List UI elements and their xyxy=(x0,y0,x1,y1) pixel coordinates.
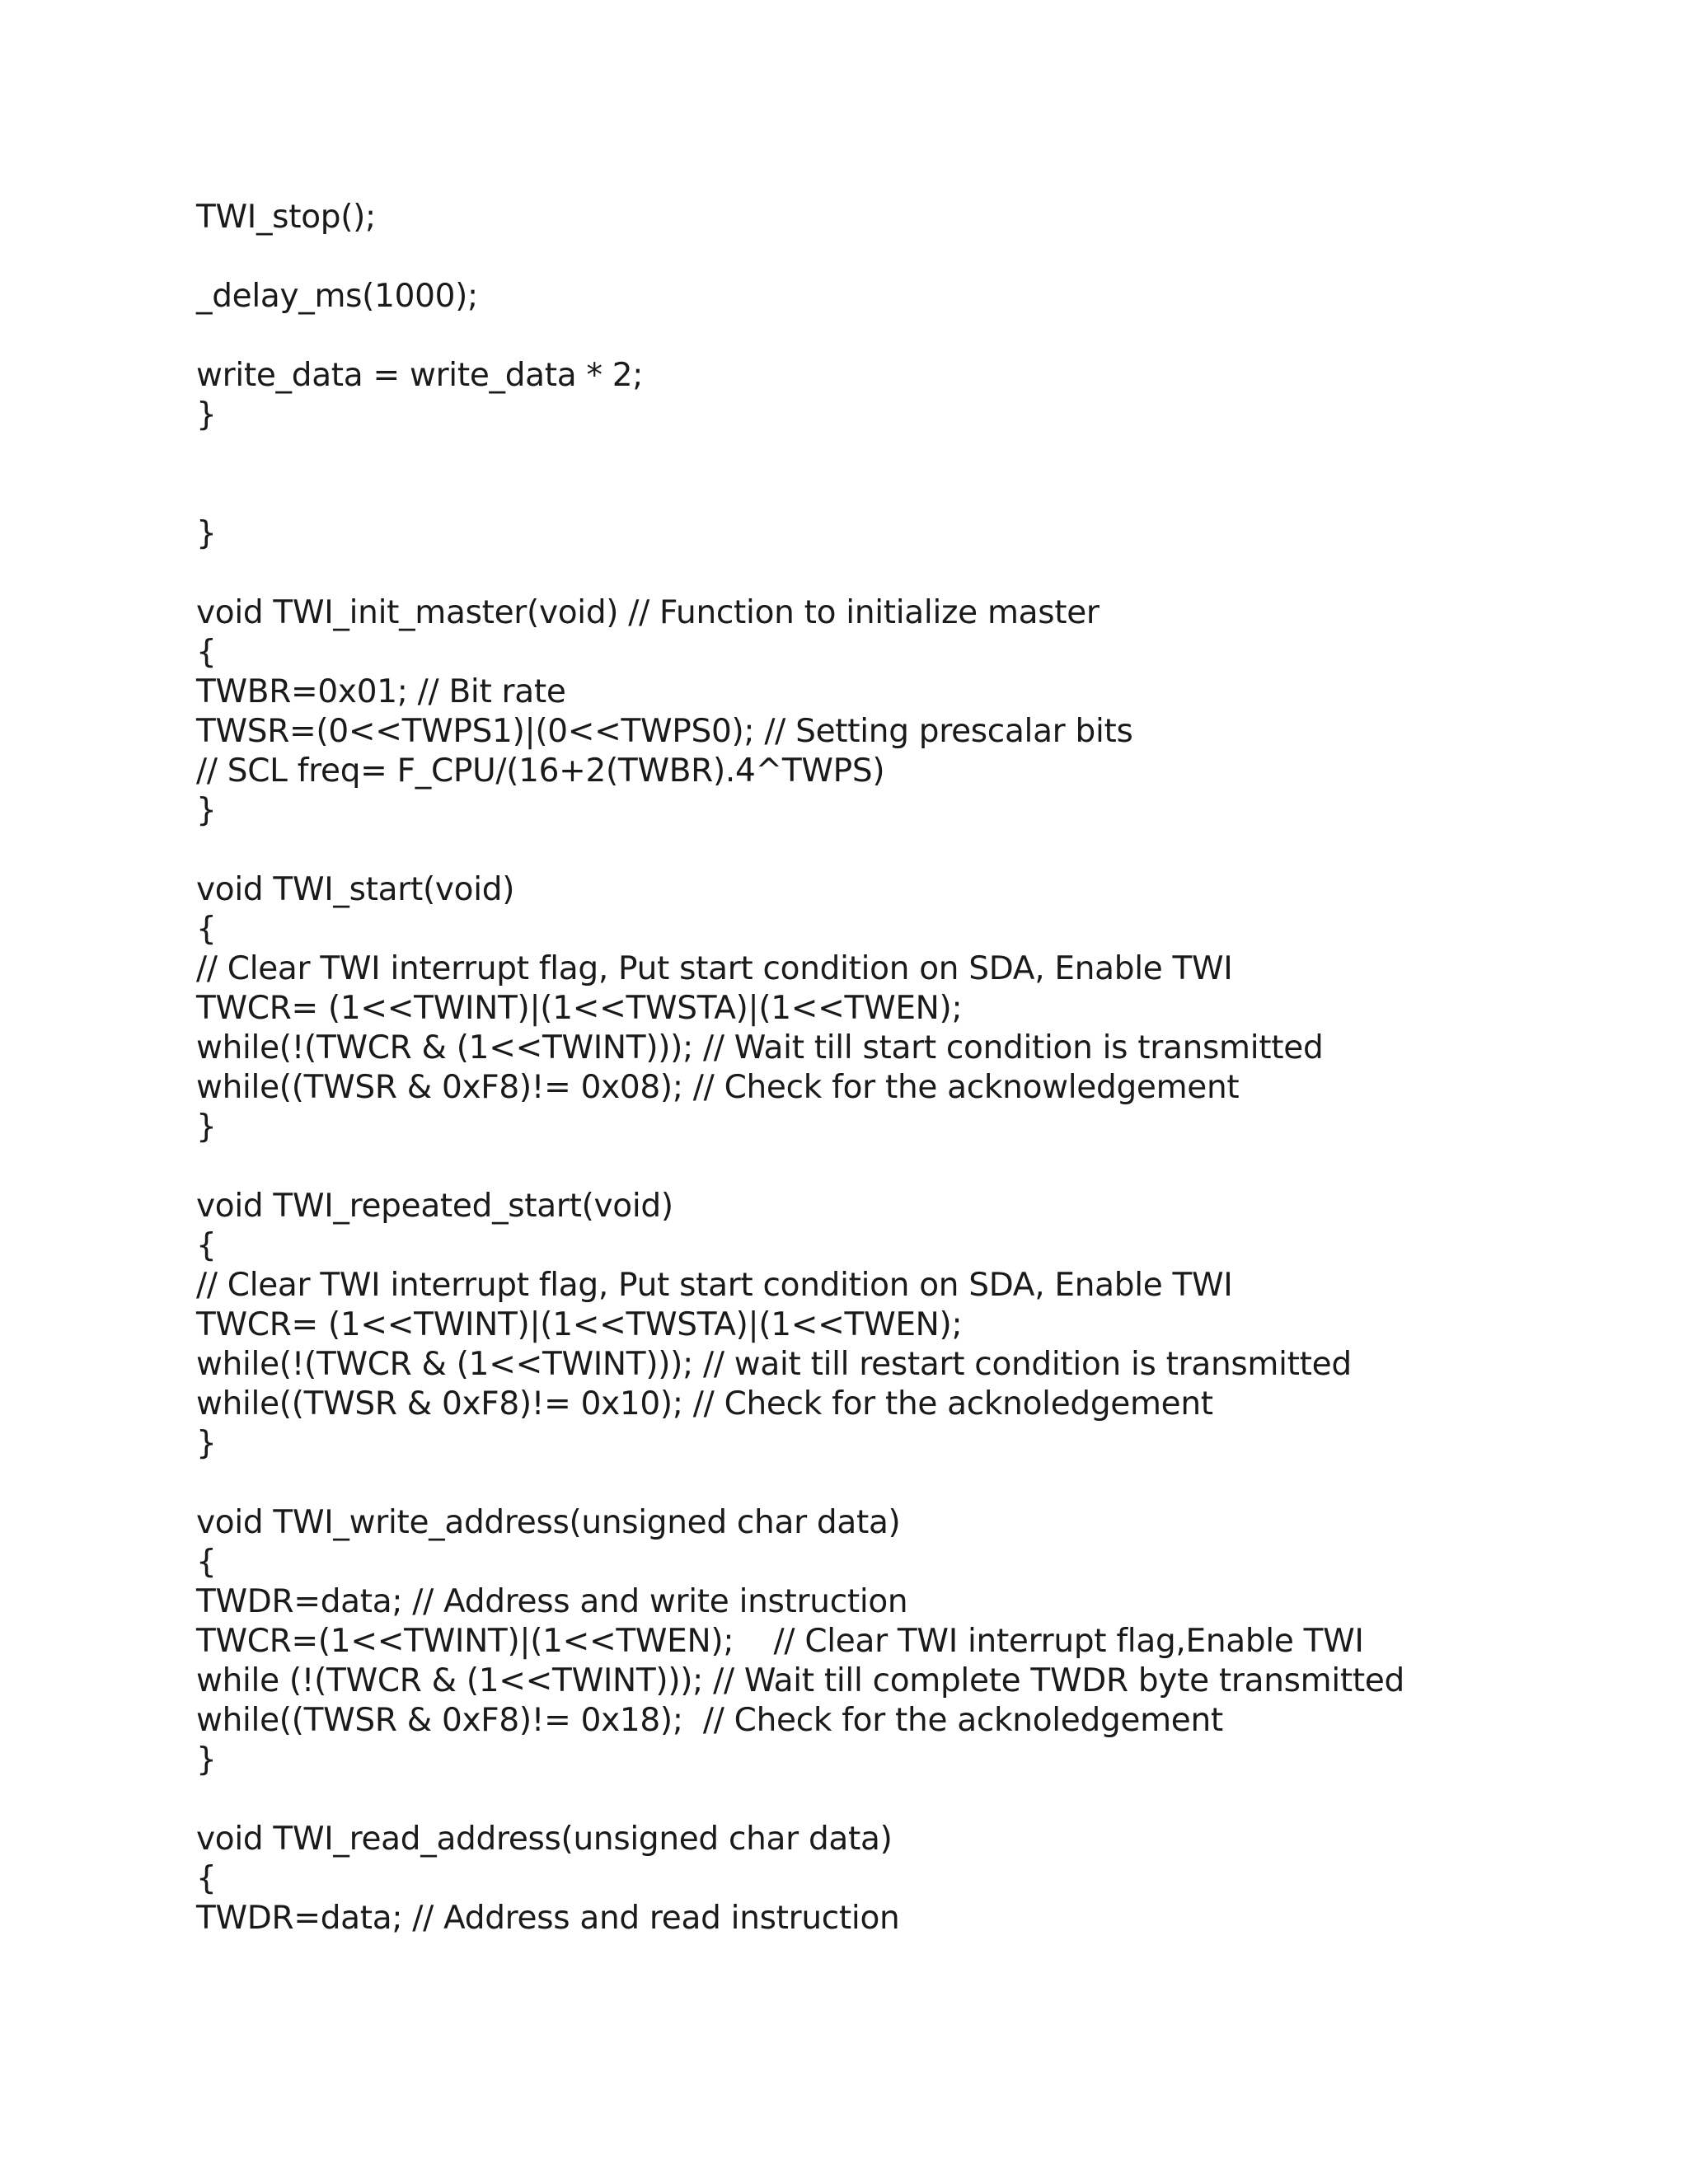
code-listing xyxy=(196,198,1663,1938)
function-signature: void TWI_write_address(unsigned char data) xyxy=(196,1504,901,1541)
code-line: TWI_stop(); xyxy=(196,199,376,236)
code-line: while (!(TWCR & (1<<TWINT))); // Wait till complete TWDR byte transmitted xyxy=(196,1662,1404,1699)
code-line: write_data = write_data * 2; xyxy=(196,357,644,394)
code-line: TWDR=data; // Address and write instruction xyxy=(196,1583,908,1620)
function-signature: void TWI_init_master(void) // Function to initialize master xyxy=(196,594,1100,631)
function-signature: void TWI_start(void) xyxy=(196,871,515,908)
blank-line xyxy=(196,831,1663,870)
code-line: TWDR=data; // Address and read instruction xyxy=(196,1900,900,1937)
code-line: while((TWSR & 0xF8)!= 0x10); // Check for the acknoledgement xyxy=(196,1385,1213,1422)
blank-line xyxy=(196,435,1663,514)
code-line: TWSR=(0<<TWPS1)|(0<<TWPS0); // Setting prescalar bits xyxy=(196,713,1133,750)
code-comment: // Clear TWI interrupt flag, Put start condition on SDA, Enable TWI xyxy=(196,950,1233,987)
blank-line xyxy=(196,1464,1663,1503)
blank-line xyxy=(196,1147,1663,1187)
function-signature: void TWI_repeated_start(void) xyxy=(196,1188,673,1225)
code-line: while(!(TWCR & (1<<TWINT))); // wait till restart condition is transmitted xyxy=(196,1346,1352,1383)
code-line: } xyxy=(196,1108,217,1146)
code-comment: // SCL freq= F_CPU/(16+2(TWBR).4^TWPS) xyxy=(196,752,885,790)
code-line: while(!(TWCR & (1<<TWINT))); // Wait till start condition is transmitted xyxy=(196,1029,1324,1066)
code-line: { xyxy=(196,1544,217,1581)
function-signature: void TWI_read_address(unsigned char data) xyxy=(196,1821,893,1858)
code-line: { xyxy=(196,634,217,671)
blank-line xyxy=(196,554,1663,593)
code-line: { xyxy=(196,911,217,948)
code-line: } xyxy=(196,396,217,434)
code-comment: // Clear TWI interrupt flag, Put start condition on SDA, Enable TWI xyxy=(196,1267,1233,1304)
code-line: TWCR= (1<<TWINT)|(1<<TWSTA)|(1<<TWEN); xyxy=(196,1306,963,1343)
code-line: while((TWSR & 0xF8)!= 0x08); // Check for the acknowledgement xyxy=(196,1069,1240,1106)
code-line: { xyxy=(196,1227,217,1264)
code-line: TWCR= (1<<TWINT)|(1<<TWSTA)|(1<<TWEN); xyxy=(196,990,963,1027)
code-line: _delay_ms(1000); xyxy=(196,278,478,315)
code-line: TWBR=0x01; // Bit rate xyxy=(196,673,566,710)
code-line: while((TWSR & 0xF8)!= 0x18); // Check for the acknoledgement xyxy=(196,1702,1223,1739)
blank-line xyxy=(196,237,1663,277)
code-line: { xyxy=(196,1860,217,1897)
code-line: TWCR=(1<<TWINT)|(1<<TWEN); // Clear TWI interrupt flag,Enable TWI xyxy=(196,1623,1364,1660)
code-line: } xyxy=(196,1425,217,1462)
blank-line xyxy=(196,316,1663,356)
code-line: } xyxy=(196,792,217,829)
blank-line xyxy=(196,1780,1663,1820)
code-line: } xyxy=(196,1741,217,1779)
code-line: } xyxy=(196,515,217,552)
